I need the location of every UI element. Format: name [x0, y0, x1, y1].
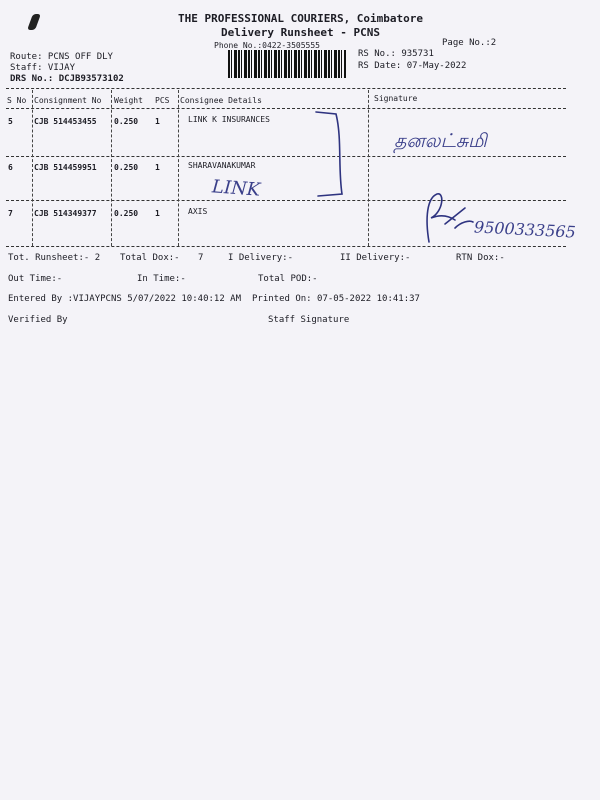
company-name: THE PROFESSIONAL COURIERS, Coimbatore — [178, 12, 424, 25]
row-consignment: CJB 514349377 — [34, 209, 97, 218]
document-title: Delivery Runsheet - PCNS — [221, 26, 380, 39]
drs-number: DRS No.: DCJB93573102 — [10, 74, 124, 84]
column-header-pcs: PCS — [155, 96, 170, 105]
column-header-weight: Weight — [114, 96, 143, 105]
total-dox-value: 7 — [198, 253, 204, 263]
handwritten-signature: தனலட்சுமி — [394, 130, 487, 152]
column-header-consignment: Consignment No — [34, 96, 102, 105]
in-time: In Time:- — [137, 274, 186, 284]
row-consignee: AXIS — [188, 207, 208, 216]
i-delivery: I Delivery:- — [228, 253, 294, 263]
row-divider — [6, 200, 566, 201]
column-divider — [368, 90, 369, 246]
row-consignment: CJB 514453455 — [34, 117, 97, 126]
column-header-sno: S No — [7, 96, 27, 105]
column-divider — [178, 90, 179, 246]
handwritten-link-note: LINK — [211, 176, 261, 201]
column-header-consignee: Consignee Details — [180, 96, 262, 105]
rtn-dox: RTN Dox:- — [456, 253, 505, 263]
row-divider — [6, 156, 566, 157]
verified-by: Verified By — [8, 315, 68, 325]
route-label: Route: PCNS OFF DLY — [10, 52, 113, 62]
column-divider — [32, 90, 33, 246]
table-header-rule — [6, 108, 566, 109]
row-consignment: CJB 514459951 — [34, 163, 97, 172]
staff-signature: Staff Signature — [268, 315, 350, 325]
ii-delivery: II Delivery:- — [340, 253, 411, 263]
row-weight: 0.250 — [114, 117, 139, 126]
row-sno: 7 — [8, 209, 13, 218]
printed-on: Printed On: 07-05-2022 10:41:37 — [252, 294, 420, 304]
page-number: Page No.:2 — [442, 38, 497, 48]
row-weight: 0.250 — [114, 209, 139, 218]
row-weight: 0.250 — [114, 163, 139, 172]
corner-mark — [27, 14, 41, 30]
phone-number: Phone No.:0422-3505555 — [214, 41, 320, 50]
table-top-rule — [6, 88, 566, 89]
row-consignee: LINK K INSURANCES — [188, 115, 270, 124]
row-pcs: 1 — [155, 163, 160, 172]
row-consignee: SHARAVANAKUMAR — [188, 161, 256, 170]
rs-number: RS No.: 935731 — [358, 49, 434, 59]
row-sno: 5 — [8, 117, 13, 126]
handwritten-phone: 9500333565 — [473, 217, 577, 242]
row-sno: 6 — [8, 163, 13, 172]
handwritten-scribble — [415, 188, 475, 246]
row-pcs: 1 — [155, 209, 160, 218]
total-dox-label: Total Dox:- — [120, 253, 180, 263]
column-header-signature: Signature — [374, 94, 418, 103]
out-time: Out Time:- — [8, 274, 63, 284]
barcode — [228, 50, 346, 78]
rs-date: RS Date: 07-May-2022 — [358, 61, 467, 71]
total-runsheet: Tot. Runsheet:- 2 — [8, 253, 101, 263]
staff-label: Staff: VIJAY — [10, 63, 76, 73]
total-pod: Total POD:- — [258, 274, 318, 284]
column-divider — [111, 90, 112, 246]
entered-by: Entered By :VIJAYPCNS 5/07/2022 10:40:12 AM — [8, 294, 241, 304]
bracket-mark — [312, 108, 346, 200]
table-bottom-rule — [6, 246, 566, 247]
row-pcs: 1 — [155, 117, 160, 126]
